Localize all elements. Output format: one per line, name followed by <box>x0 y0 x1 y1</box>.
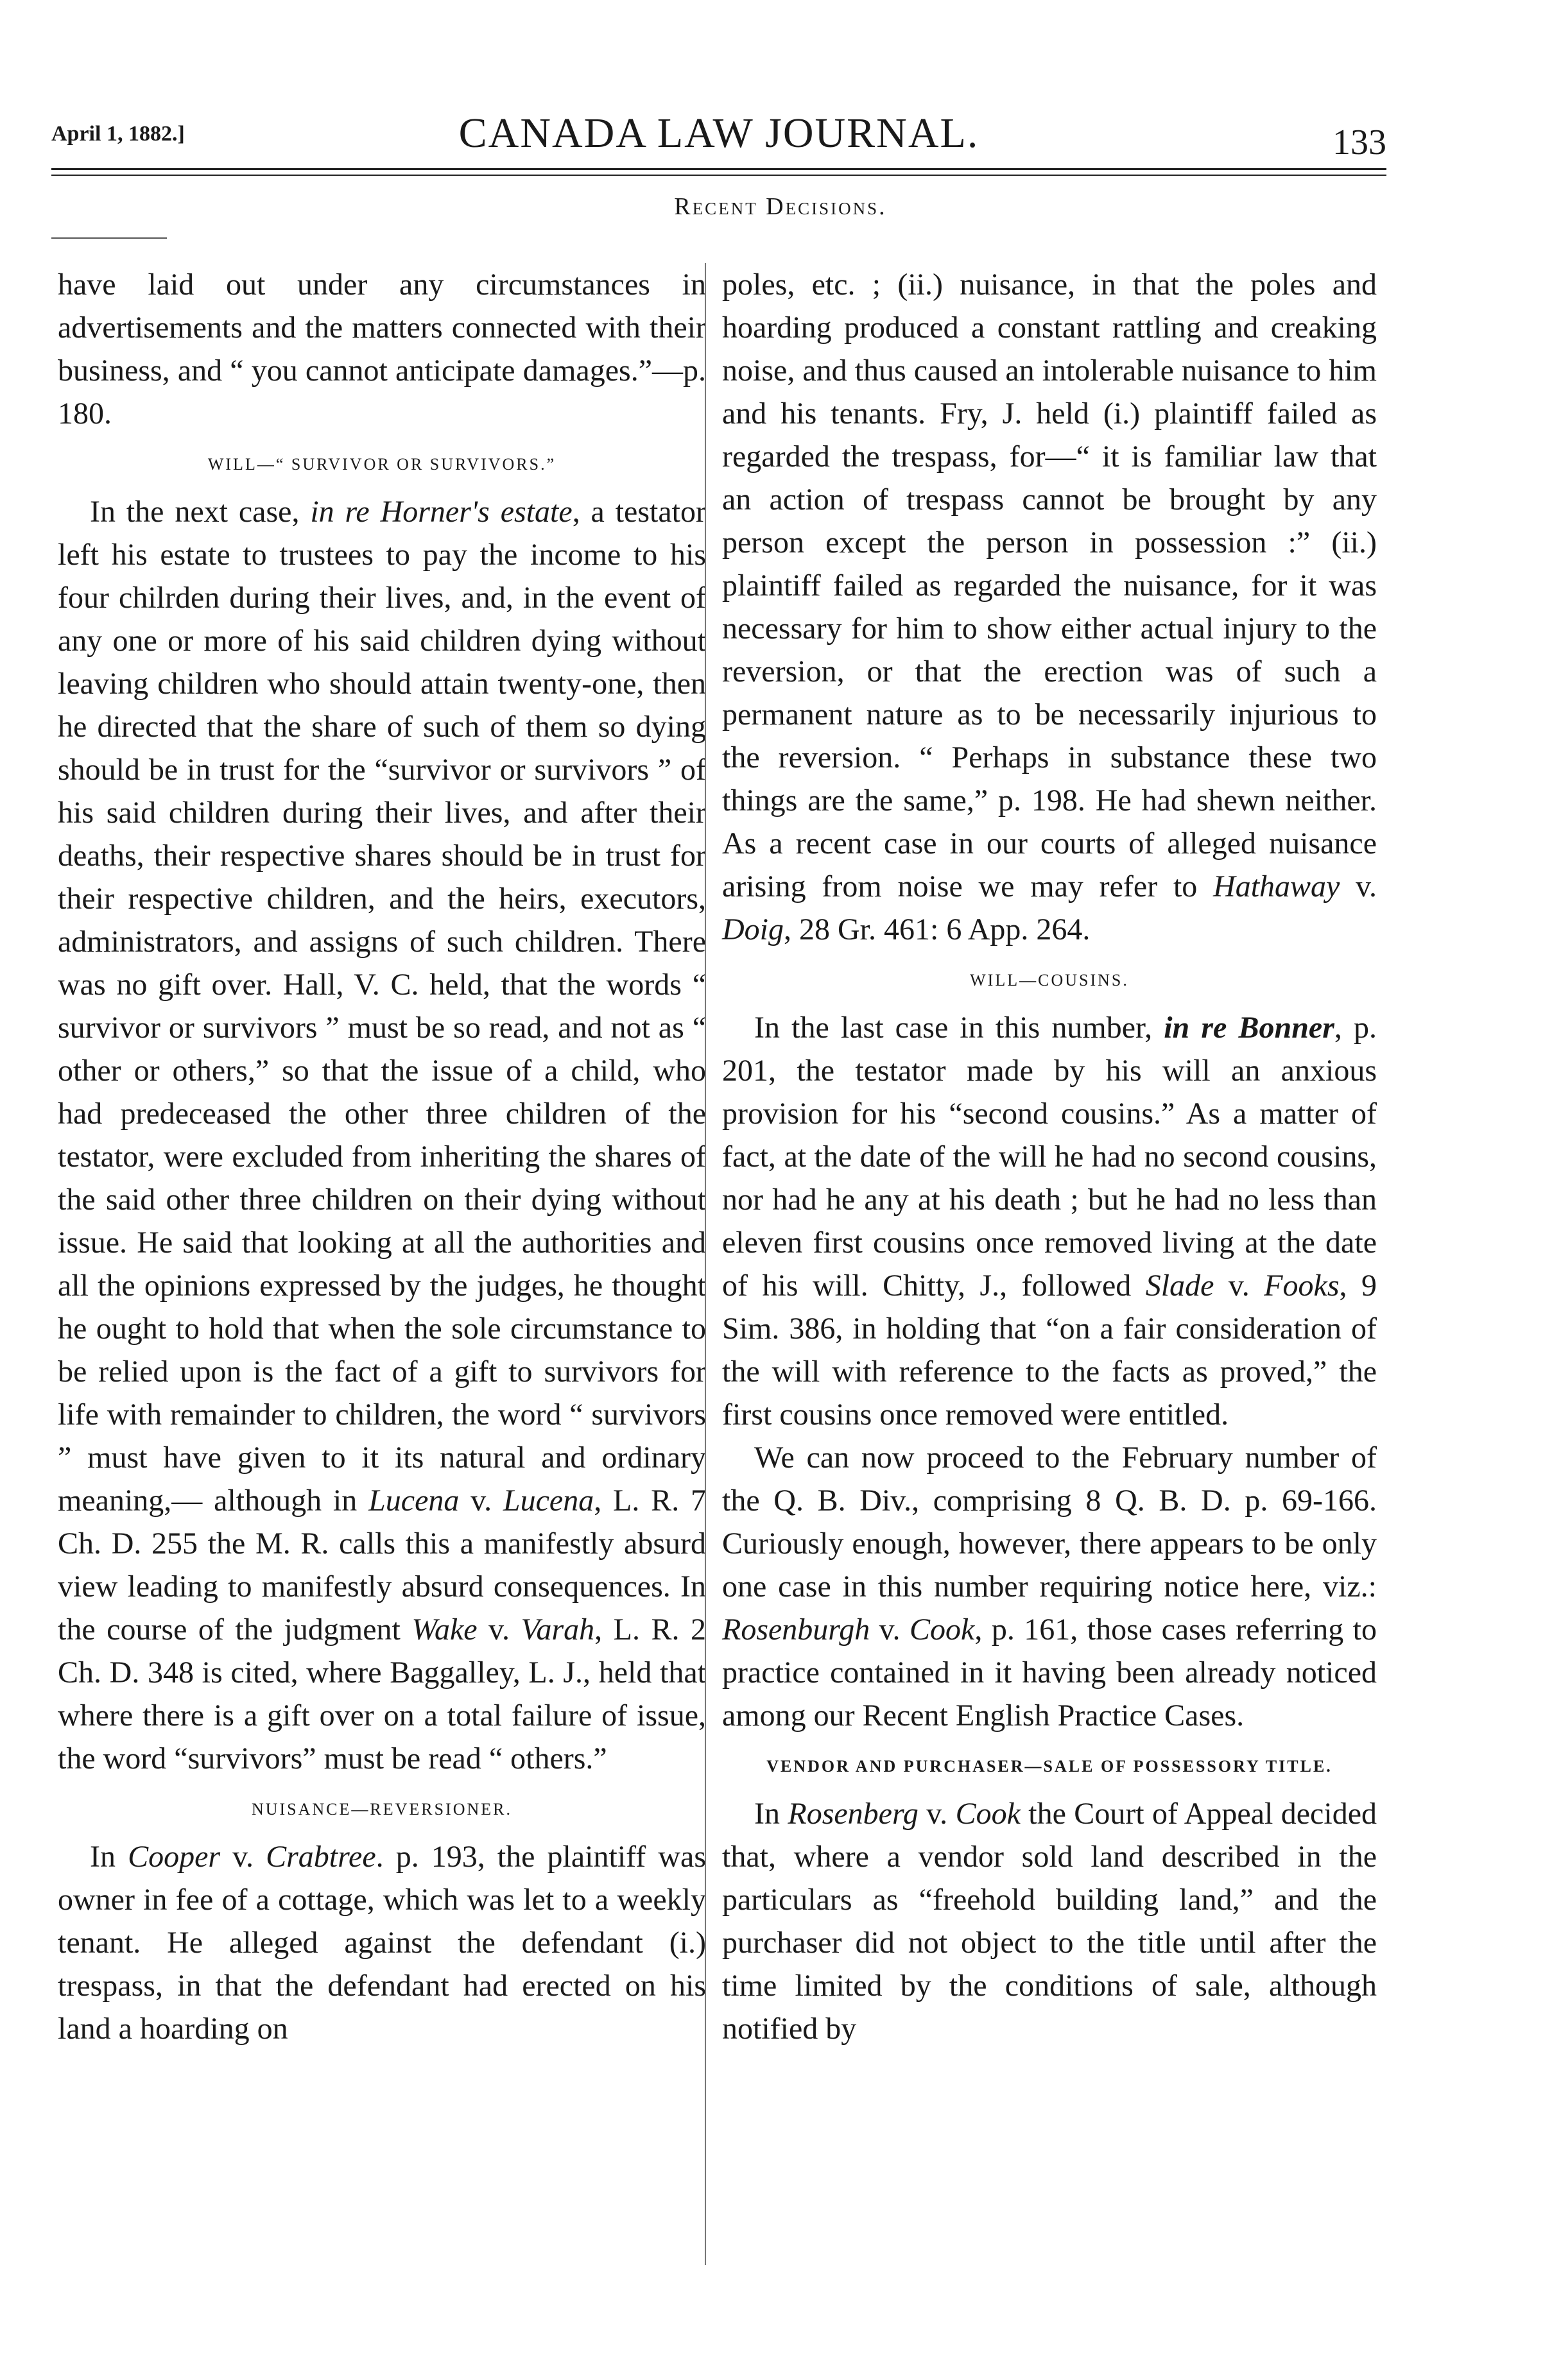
running-header <box>51 109 1386 167</box>
subhead-nuisance-reversioner: NUISANCE—REVERSIONER. <box>251 1800 513 1819</box>
subhead-will-cousins: WILL—COUSINS. <box>970 971 1129 989</box>
left-paragraph-horner: In the next case, in re Horner's estate, a testator left his estate to trustees to pay the income to his four chilrden during their lives, and, in the event of any one or more of his said children dying without leaving children who should attain twenty-one, then he directed that the share of such of them so dying should be in trust for the “survivor or survivors ” of his said children during their lives, and after their deaths, their respective shares should be in trust for their respective children, and the heirs, executors, administrators, and assigns of such children. There was no gift over. Hall, V. C. held, that the words “ survivor or survivors ” must be so read, and not as “ other or others,” so that the issue of a child, who had predeceased the other three children of the testator, were excluded from inheriting the shares of the said other three children on their dying without issue. He said that looking at all the authorities and all the opinions expressed by the judges, he thought he ought to hold that when the sole circumstance to be relied upon is the fact of a gift to survivors for life with remainder to children, the word “ survivors ” must have given to it its natural and ordinary meaning,— although in Lucena v. Lucena, L. R. 7 Ch. D. 255 the M. R. calls this a manifestly absurd view leading to manifestly absurd consequences. In the course of the judgment Wake v. Varah, L. R. 2 Ch. D. 348 is cited, where Baggalley, L. J., held that where there is a gift over on a total failure of issue, the word “survivors” must be read “ others.” <box>58 495 707 1776</box>
left-column <box>58 263 706 2050</box>
header-rule-bottom <box>51 175 1386 176</box>
header-date: April 1, 1882.] <box>51 122 185 146</box>
right-paragraph-bonner: In the last case in this number, in re Bonner, p. 201, the testator made by his will an anxious provision for his “second cousins.” As a matter of fact, at the date of the will he had no second cousins, nor had he any at his death ; but he had no less than eleven first cousins once removed living at the date of his will. Chitty, J., followed Slade v. Fooks, 9 Sim. 386, in holding that “on a fair consideration of the will with reference to the facts as proved,” the first cousins once removed were entitled. <box>722 1011 1377 1432</box>
right-paragraph-nuisance: poles, etc. ; (ii.) nuisance, in that the poles and hoarding produced a constant rattling and creaking noise, and thus caused an intolerable nuisance to him and his tenants. Fry, J. held (i.) plaintiff failed as regarded the trespass, for—“ it is familiar law that an action of trespass cannot be brought by any person except the person in possession :” (ii.) plaintiff failed as regarded the nuisance, for it was necessary for him to show either actual injury to the reversion, or that the erection was of such a permanent nature as to be necessarily injurious to the reversion. “ Perhaps in substance these two things are the same,” p. 198. He had shewn neither. As a recent case in our courts of alleged nuisance arising from noise we may refer to Hathaway v. Doig, 28 Gr. 461: 6 App. 264. <box>722 268 1377 946</box>
right-paragraph-rosenberg: In Rosenberg v. Cook the Court of Appeal decided that, where a vendor sold land described in the particulars as “freehold building land,” and the purchaser did not object to the title until after the time limited by the conditions of sale, although notified by <box>722 1797 1377 2046</box>
subhead-vendor-purchaser: VENDOR AND PURCHASER—SALE OF POSSESSORY TITLE. <box>766 1757 1332 1776</box>
section-short-rule <box>51 237 167 239</box>
section-title: Recent Decisions. <box>674 193 887 220</box>
header-rule-top <box>51 168 1386 170</box>
page-number: 133 <box>1332 123 1386 162</box>
journal-title: CANADA LAW JOURNAL. <box>458 110 979 157</box>
left-paragraph-1: have laid out under any circumstances in advertisements and the matters connected with their business, and “ you cannot anticipate damages.”—p. 180. <box>58 268 706 431</box>
right-paragraph-qbd: We can now proceed to the February number of the Q. B. Div., comprising 8 Q. B. D. p. 69-166. Curiously enough, however, there appears to be only one case in this number requiring notice here, viz.: Rosenburgh v. Cook, p. 161, those cases referring to practice contained in it having been already noticed among our Recent English Practice Cases. <box>722 1441 1377 1733</box>
right-column <box>722 263 1377 2050</box>
subhead-will-survivors: WILL—“ SURVIVOR OR SURVIVORS.” <box>207 455 556 474</box>
left-paragraph-cooper: In Cooper v. Crabtree. p. 193, the plaintiff was owner in fee of a cottage, which was let to a weekly tenant. He alleged against the defendant (i.) trespass, in that the defendant had erected on his land a hoarding on <box>58 1840 706 2046</box>
column-divider <box>705 263 706 2265</box>
